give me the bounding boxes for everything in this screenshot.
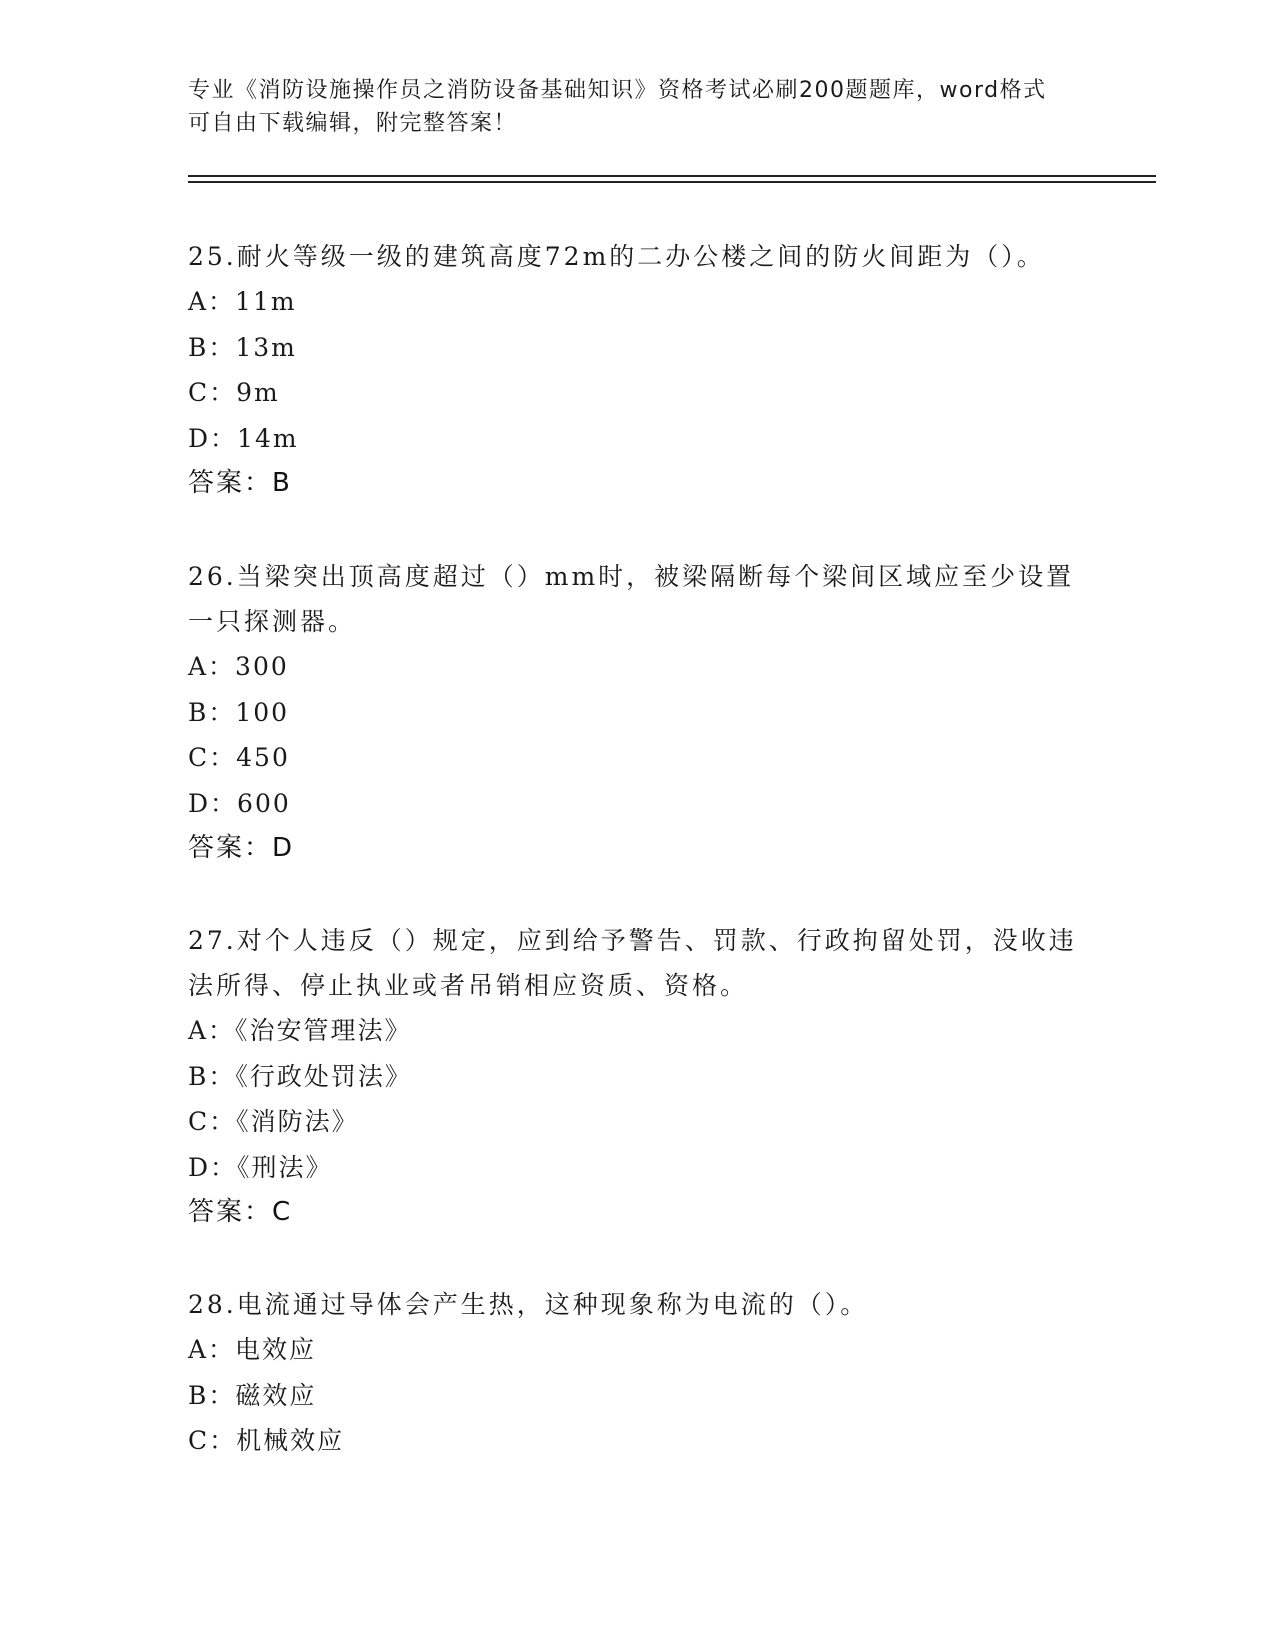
option-c: C：450 — [188, 743, 290, 772]
document-header: 专业《消防设施操作员之消防设备基础知识》资格考试必刷200题题库，word格式可自由下载编辑，附完整答案！ — [188, 78, 1047, 136]
option-c: C：机械效应 — [188, 1426, 345, 1455]
option-a: A：11m — [188, 287, 297, 316]
question-text: 26.当梁突出顶高度超过（）mm时，被梁隔断每个梁间区域应至少设置一只探测器。 — [188, 562, 1075, 636]
question-26 — [188, 554, 1088, 871]
option-b: B：13m — [188, 332, 297, 362]
question-text: 27.对个人违反（）规定，应到给予警告、罚款、行政拘留处罚，没收违法所得、停止执业或者吊销相应资质、资格。 — [188, 926, 1077, 1000]
option-a: A：300 — [188, 652, 289, 681]
header-divider-top — [188, 175, 1156, 177]
option-a: A：《治安管理法》 — [188, 1016, 412, 1045]
option-c: C：《消防法》 — [188, 1107, 359, 1136]
option-b: B：100 — [188, 697, 290, 727]
option-b: B：磁效应 — [188, 1380, 317, 1410]
header-divider-bottom — [188, 181, 1156, 183]
option-c: C：9m — [188, 378, 280, 407]
option-d: D：《刑法》 — [188, 1152, 333, 1182]
question-25 — [188, 234, 1088, 506]
option-a: A：电效应 — [188, 1335, 317, 1364]
question-27 — [188, 918, 1088, 1235]
question-28 — [188, 1282, 1088, 1464]
question-text: 25.耐火等级一级的建筑高度72m的二办公楼之间的防火间距为（）。 — [188, 242, 1045, 271]
option-d: D：600 — [188, 788, 291, 818]
option-d: D：14m — [188, 423, 299, 453]
option-b: B：《行政处罚法》 — [188, 1061, 412, 1091]
answer-line: 答案：B — [188, 468, 292, 498]
question-text: 28.电流通过导体会产生热，这种现象称为电流的（）。 — [188, 1290, 869, 1319]
answer-line: 答案：C — [188, 1197, 293, 1227]
answer-line: 答案：D — [188, 833, 295, 863]
